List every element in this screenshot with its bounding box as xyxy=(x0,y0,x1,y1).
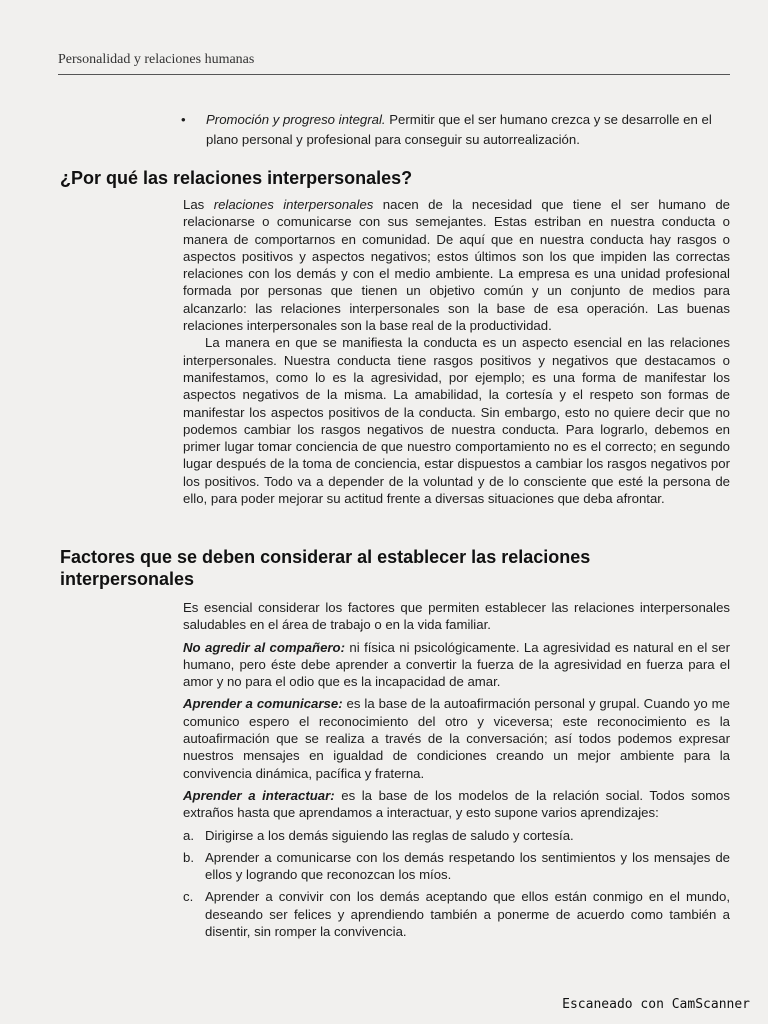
bullet-item xyxy=(181,110,734,150)
factor-comunicarse xyxy=(183,695,730,781)
section-heading-why: ¿Por qué las relaciones interpersonales? xyxy=(60,168,413,188)
bullet-marker: • xyxy=(181,112,186,127)
section2-body xyxy=(183,599,730,945)
p1-text: nacen de la necesidad que tiene el ser humano de relacionarse o comunicarse con sus semejantes. Estas estriban en nuestra conducta o manera de comportarnos en comunidad. De aquí que en nuestra conducta hay rasgos o aspectos positivos y aspectos negativos; estos últimos son los que impiden las correctas relaciones con los demás y con el medio ambiente. La empresa es una unidad profesional formada por personas que tienen un objetivo común y un conjunto de medios para alcanzarlo: las relaciones interpersonales son la base de esa operación. Las buenas relaciones interpersonales son la base real de la productividad. xyxy=(183,197,730,334)
bullet-body xyxy=(184,110,734,150)
list-item-text: Aprender a convivir con los demás aceptando que ellos están conmigo en el mundo, deseando ser felices y aprendiendo también a ponerme de acuerdo como también a disentir, sin romper la convivencia. xyxy=(205,889,730,940)
list-item xyxy=(183,888,730,940)
bullet-text: Permitir que el ser humano crezca y se desarrolle en el plano personal y profesional para conseguir su autorrealización. xyxy=(206,112,712,147)
list-item xyxy=(183,827,730,844)
factor-1-text: ni física ni psicológicamente. La agresividad es natural en el ser humano, pero éste debe aprender a convertir la fuerza de la agresividad en fuerza para el amor y no para el odio que es la incapacidad de amar. xyxy=(183,639,730,690)
factor-1-lead: No agredir al compañero: xyxy=(183,639,345,655)
section2-intro: Es esencial considerar los factores que permiten establecer las relaciones interpersonales saludables en el área de trabajo o en la vida familiar. xyxy=(183,600,730,633)
list-marker: a. xyxy=(183,827,194,843)
p1-term: relaciones interpersonales xyxy=(213,197,374,212)
factor-2-text: es la base de la autoafirmación personal y grupal. Cuando yo me comunico espero el reconocimiento del otro y viceversa; este reconocimiento es la autoafirmación que se realiza a través de la conversación; así todos podemos expresar nuestros mensajes en igualdad de condiciones creando un mejor ambiente para la convivencia dinámica, pacífica y fraterna. xyxy=(183,696,730,781)
header-rule xyxy=(58,74,730,75)
p1-lead: Las xyxy=(183,197,214,212)
factor-3-text: es la base de los modelos de la relación social. Todos somos extraños hasta que aprendamos a interactuar, y esto supone varios aprendizajes: xyxy=(183,787,730,821)
section1-body xyxy=(183,196,730,507)
section1-paragraph-2: La manera en que se manifiesta la conducta es un aspecto esencial en las relaciones interpersonales. Nuestra conducta tiene rasgos positivos y negativos que destacamos o manifestamos, como lo es la agresividad, por ejemplo; es una forma de manifestar los aspectos negativos de la misma. La amabilidad, la cortesía y el respeto son formas de manifestar los aspectos positivos de la conducta. Sin embargo, esto no quiere decir que no podemos cambiar los rasgos negativos de nuestra conducta. Para lograrlo, debemos en primer lugar tomar conciencia de que nuestro comportamiento no es el correcto; en segundo lugar después de la toma de conciencia, estar dispuestos a cambiar los rasgos negativos por los positivos. Todo va a depender de la voluntad y de lo consciente que esté la persona de ello, para poder mejorar su actitud frente a diversas situaciones que deba afrontar. xyxy=(183,335,730,507)
list-marker: c. xyxy=(183,889,194,905)
section1-paragraph-1 xyxy=(183,196,730,334)
bullet-lead: Promoción y progreso integral. xyxy=(206,112,386,127)
list-marker: b. xyxy=(183,849,194,865)
factor-3-lead: Aprender a interactuar: xyxy=(183,787,335,803)
scanner-watermark: Escaneado con CamScanner xyxy=(562,997,750,1012)
section-heading-factors: Factores que se deben considerar al establecer las relaciones interpersonales xyxy=(60,547,591,589)
running-header: Personalidad y relaciones humanas xyxy=(58,52,255,67)
factor-2-lead: Aprender a comunicarse: xyxy=(183,696,343,712)
factor-interactuar xyxy=(183,787,730,822)
list-item-text: Aprender a comunicarse con los demás respetando los sentimientos y los mensajes de ellos y logrando que reconozcan los míos. xyxy=(205,849,730,883)
list-item xyxy=(183,849,730,884)
aprendizajes-list xyxy=(183,827,730,941)
factor-no-agredir xyxy=(183,639,730,691)
list-item-text: Dirigirse a los demás siguiendo las reglas de saludo y cortesía. xyxy=(205,827,574,843)
